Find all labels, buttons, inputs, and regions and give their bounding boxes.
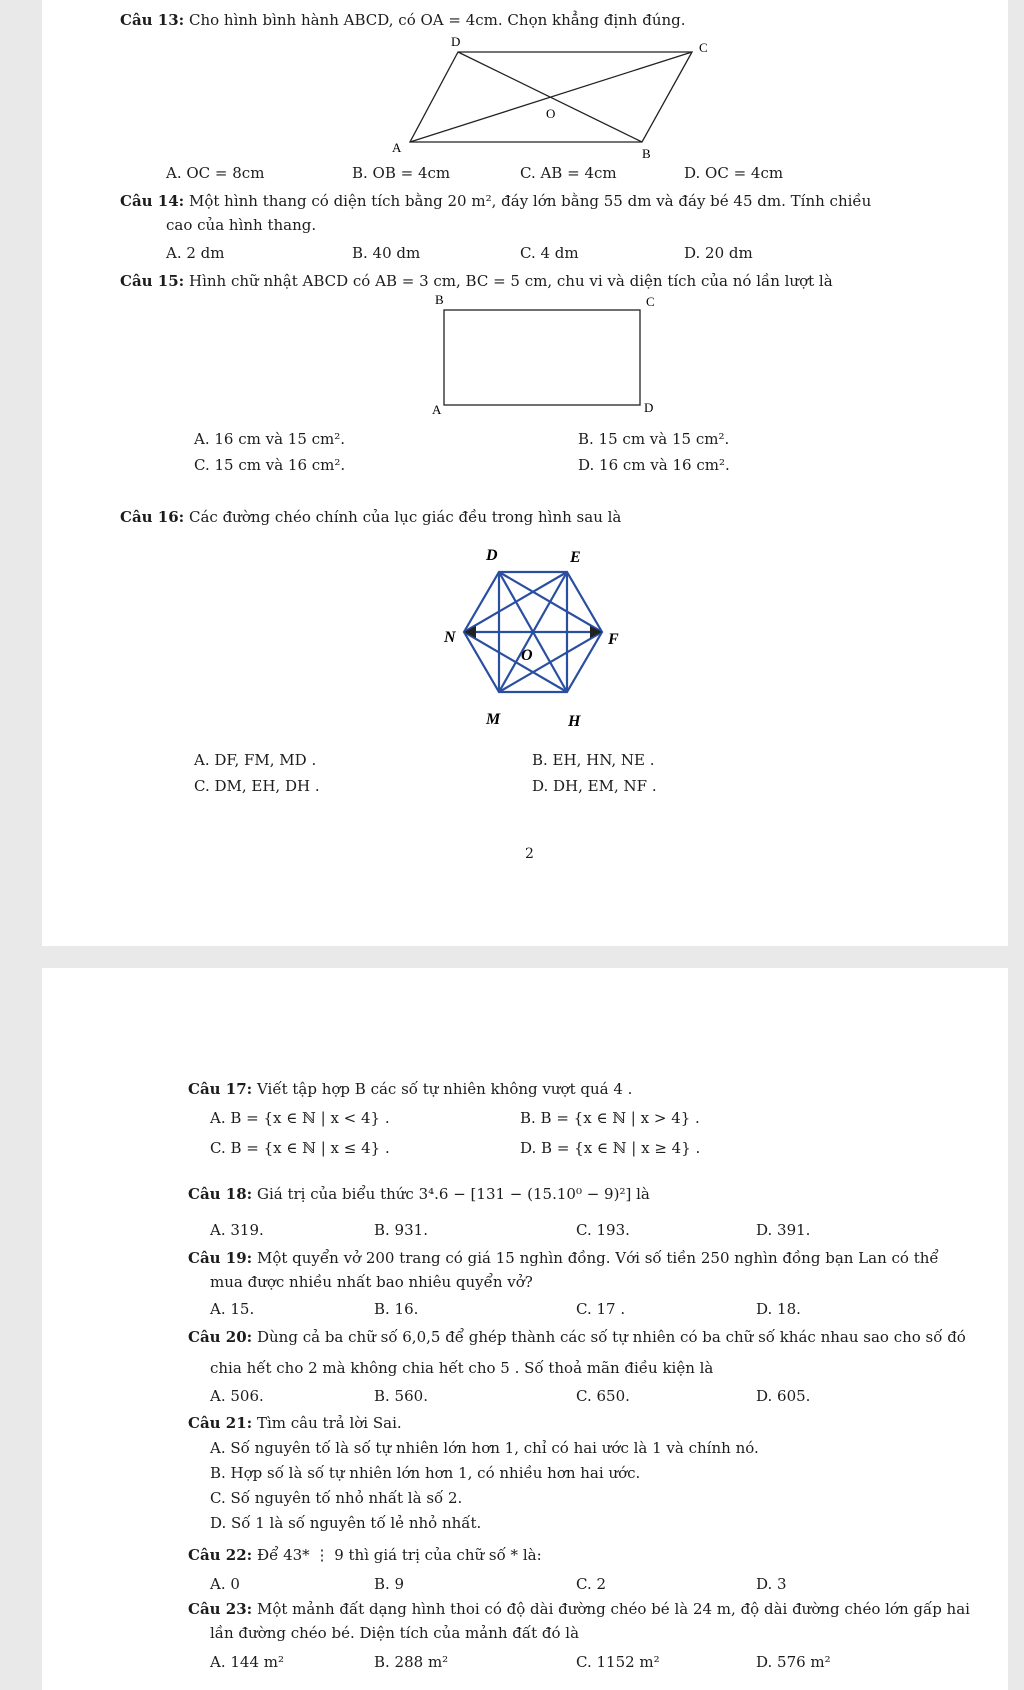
q15-option-d[interactable]: D. 16 cm và 16 cm². (578, 456, 730, 474)
q16-option-c[interactable]: C. DM, EH, DH . (194, 777, 320, 795)
q23-option-c[interactable]: C. 1152 m² (576, 1653, 660, 1671)
page-number: 2 (525, 846, 534, 862)
label-o: O (546, 106, 556, 121)
rectangle-figure (422, 292, 722, 422)
label-f: F (608, 631, 619, 648)
q16-option-a[interactable]: A. DF, FM, MD . (194, 751, 317, 769)
q18-option-d[interactable]: D. 391. (756, 1221, 811, 1239)
question-22 (188, 1545, 542, 1565)
exam-page-1 (42, 0, 1008, 946)
q20-option-a[interactable]: A. 506. (210, 1387, 264, 1405)
question-label: Câu 18: (188, 1185, 253, 1203)
label-e: E (570, 549, 581, 566)
q14-option-d[interactable]: D. 20 dm (684, 244, 753, 262)
question-13 (120, 10, 686, 30)
label-m: M (486, 711, 501, 728)
question-15 (120, 271, 833, 291)
q16-option-b[interactable]: B. EH, HN, NE . (532, 751, 655, 769)
label-o: O (521, 647, 533, 664)
label-b: B (642, 146, 651, 160)
q21-option-a[interactable]: A. Số nguyên tố là số tự nhiên lớn hơn 1, chỉ có hai ước là 1 và chính nó. (210, 1439, 759, 1457)
question-text: Một mảnh đất dạng hình thoi có độ dài đường chéo bé là 24 m, độ dài đường chéo lớn gấp hai (256, 1600, 970, 1618)
q13-option-c[interactable]: C. AB = 4cm (520, 164, 617, 182)
q23-option-b[interactable]: B. 288 m² (374, 1653, 449, 1671)
q18-option-c[interactable]: C. 193. (576, 1221, 630, 1239)
q21-option-c[interactable]: C. Số nguyên tố nhỏ nhất là số 2. (210, 1489, 463, 1507)
question-21 (188, 1413, 402, 1433)
question-label: Câu 20: (188, 1328, 253, 1346)
question-20-text-cont: chia hết cho 2 mà không chia hết cho 5 . Số thoả mãn điều kiện là (210, 1359, 714, 1377)
label-d: D (451, 34, 461, 49)
label-b: B (435, 292, 444, 307)
q23-option-a[interactable]: A. 144 m² (210, 1653, 285, 1671)
parallelogram-figure (362, 30, 732, 160)
q21-option-d[interactable]: D. Số 1 là số nguyên tố lẻ nhỏ nhất. (210, 1514, 482, 1532)
question-23 (188, 1599, 970, 1619)
q20-option-c[interactable]: C. 650. (576, 1387, 630, 1405)
q13-option-a[interactable]: A. OC = 8cm (166, 164, 265, 182)
question-text: Dùng cả ba chữ số 6,0,5 để ghép thành các số tự nhiên có ba chữ số khác nhau sao cho số đó (256, 1328, 966, 1346)
question-label: Câu 14: (120, 192, 185, 210)
q17-option-c[interactable]: C. B = {x ∈ ℕ | x ≤ 4} . (210, 1139, 390, 1157)
q16-option-d[interactable]: D. DH, EM, NF . (532, 777, 657, 795)
q21-option-b[interactable]: B. Hợp số là số tự nhiên lớn hơn 1, có nhiều hơn hai ước. (210, 1464, 641, 1482)
question-label: Câu 19: (188, 1249, 253, 1267)
q22-option-d[interactable]: D. 3 (756, 1575, 787, 1593)
hexagon-figure (422, 540, 682, 740)
q20-option-d[interactable]: D. 605. (756, 1387, 811, 1405)
q15-option-b[interactable]: B. 15 cm và 15 cm². (578, 430, 730, 448)
label-h: H (568, 713, 581, 730)
q22-option-c[interactable]: C. 2 (576, 1575, 607, 1593)
question-text: Các đường chéo chính của lục giác đều trong hình sau là (188, 508, 622, 526)
rectangle-shape (444, 310, 640, 405)
question-19 (188, 1248, 939, 1268)
question-label: Câu 15: (120, 272, 185, 290)
question-text: Hình chữ nhật ABCD có AB = 3 cm, BC = 5 cm, chu vi và diện tích của nó lần lượt là (188, 272, 833, 290)
question-16 (120, 507, 621, 527)
question-text: Cho hình bình hành ABCD, có OA = 4cm. Chọn khẳng định đúng. (188, 11, 686, 29)
label-d: D (486, 547, 498, 564)
q19-option-a[interactable]: A. 15. (210, 1300, 255, 1318)
question-label: Câu 17: (188, 1080, 253, 1098)
question-text: Giá trị của biểu thức 3⁴.6 − [131 − (15.10⁰ − 9)²] là (256, 1185, 650, 1203)
question-17 (188, 1079, 632, 1099)
diagonal-bd (458, 52, 642, 142)
question-19-text-cont: mua được nhiều nhất bao nhiêu quyển vở? (210, 1273, 533, 1291)
question-18 (188, 1184, 650, 1204)
label-c: C (699, 40, 708, 55)
q14-option-b[interactable]: B. 40 dm (352, 244, 421, 262)
q14-option-c[interactable]: C. 4 dm (520, 244, 579, 262)
label-a: A (432, 402, 442, 417)
question-label: Câu 13: (120, 11, 185, 29)
q20-option-b[interactable]: B. 560. (374, 1387, 428, 1405)
question-20 (188, 1327, 966, 1347)
q17-option-b[interactable]: B. B = {x ∈ ℕ | x > 4} . (520, 1109, 700, 1127)
question-label: Câu 21: (188, 1414, 253, 1432)
question-text: Viết tập hợp B các số tự nhiên không vượt quá 4 . (256, 1080, 633, 1098)
question-14-text-cont: cao của hình thang. (166, 216, 317, 234)
question-label: Câu 22: (188, 1546, 253, 1564)
q13-option-b[interactable]: B. OB = 4cm (352, 164, 451, 182)
question-label: Câu 16: (120, 508, 185, 526)
q18-option-a[interactable]: A. 319. (210, 1221, 264, 1239)
q18-option-b[interactable]: B. 931. (374, 1221, 428, 1239)
q19-option-b[interactable]: B. 16. (374, 1300, 419, 1318)
question-text: Một hình thang có diện tích bằng 20 m², đáy lớn bằng 55 dm và đáy bé 45 dm. Tính chiều (188, 192, 872, 210)
question-text: Để 43* ⋮ 9 thì giá trị của chữ số * là: (256, 1546, 542, 1564)
question-text: Một quyển vở 200 trang có giá 15 nghìn đồng. Với số tiền 250 nghìn đồng bạn Lan có thể (256, 1249, 939, 1267)
question-23-text-cont: lần đường chéo bé. Diện tích của mảnh đất đó là (210, 1624, 580, 1642)
label-c: C (646, 294, 655, 309)
label-a: A (392, 140, 402, 155)
q19-option-c[interactable]: C. 17 . (576, 1300, 626, 1318)
q23-option-d[interactable]: D. 576 m² (756, 1653, 831, 1671)
q17-option-a[interactable]: A. B = {x ∈ ℕ | x < 4} . (210, 1109, 390, 1127)
q15-option-a[interactable]: A. 16 cm và 15 cm². (194, 430, 346, 448)
q13-option-d[interactable]: D. OC = 4cm (684, 164, 784, 182)
question-text: Tìm câu trả lời Sai. (256, 1414, 402, 1432)
q22-option-a[interactable]: A. 0 (210, 1575, 240, 1593)
q22-option-b[interactable]: B. 9 (374, 1575, 405, 1593)
q19-option-d[interactable]: D. 18. (756, 1300, 801, 1318)
question-label: Câu 23: (188, 1600, 253, 1618)
label-n: N (444, 629, 456, 646)
q17-option-d[interactable]: D. B = {x ∈ ℕ | x ≥ 4} . (520, 1139, 701, 1157)
exam-page-2 (42, 968, 1008, 1690)
question-14 (120, 191, 871, 211)
label-d: D (644, 400, 654, 415)
q15-option-c[interactable]: C. 15 cm và 16 cm². (194, 456, 346, 474)
q14-option-a[interactable]: A. 2 dm (166, 244, 225, 262)
